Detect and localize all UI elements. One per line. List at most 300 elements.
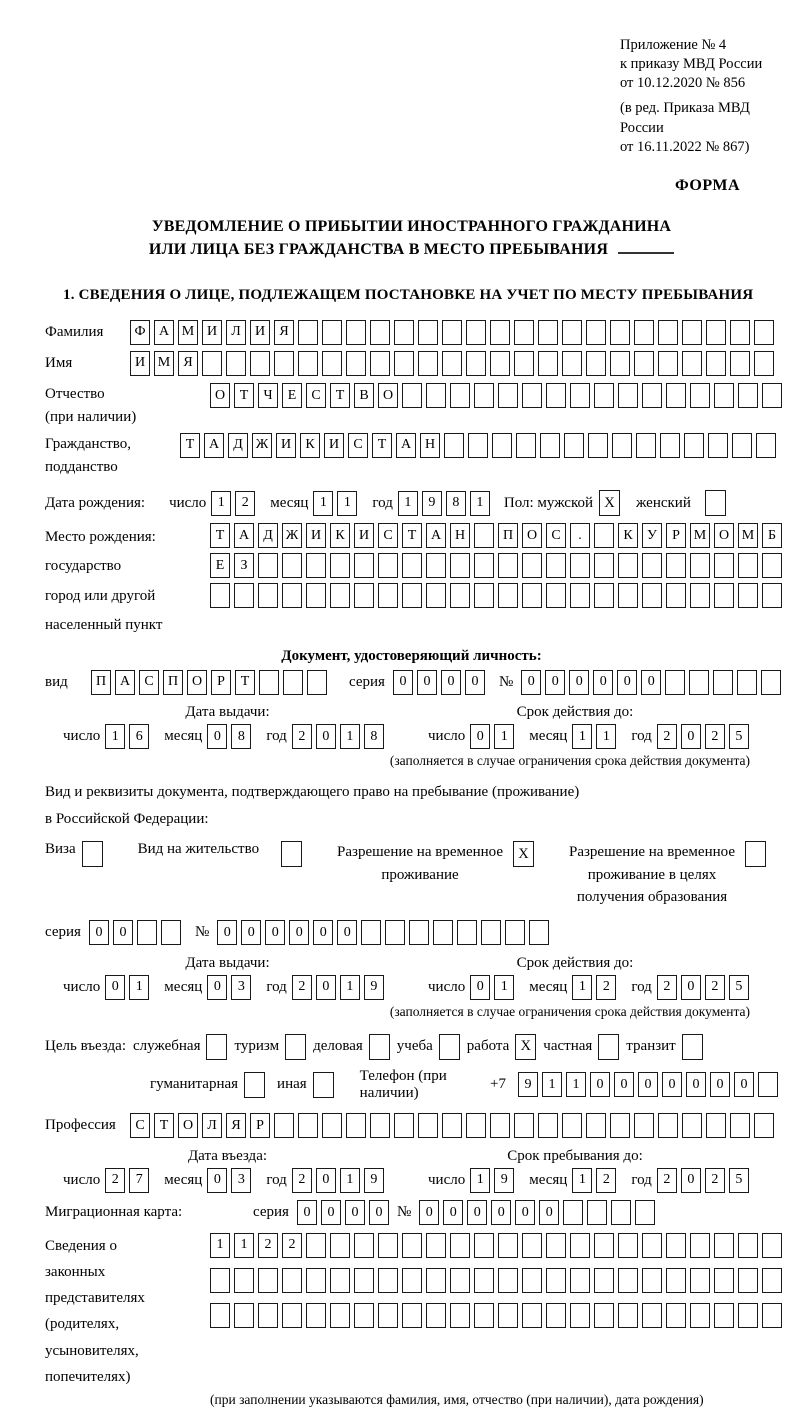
char-cell: Т [330, 383, 350, 408]
char-cell: Л [226, 320, 246, 345]
char-cell: 3 [231, 975, 251, 1000]
visit-purpose-row [45, 1034, 778, 1060]
char-cell: 1 [340, 975, 360, 1000]
citizenship-cells [180, 433, 776, 458]
char-cell: 0 [515, 1200, 535, 1225]
char-cell: 2 [258, 1233, 278, 1258]
doc-issue-date [63, 724, 428, 749]
char-cell [433, 920, 453, 945]
patronymic-label-line2: (при наличии) [45, 409, 137, 426]
purpose-study-checkbox [439, 1034, 460, 1060]
char-cell [762, 383, 782, 408]
char-cell [522, 553, 542, 578]
char-cell: 0 [207, 975, 227, 1000]
char-cell [546, 553, 566, 578]
doc-series-label: серия [349, 673, 385, 690]
char-cell: 1 [494, 975, 514, 1000]
char-cell: Т [154, 1113, 174, 1138]
sex-female-label: женский [636, 494, 691, 511]
char-cell: 0 [345, 1200, 365, 1225]
char-cell [402, 583, 422, 608]
patronymic-label [45, 383, 210, 430]
char-cell [666, 1233, 686, 1258]
char-cell [612, 433, 632, 458]
char-cell: 0 [217, 920, 237, 945]
char-cell: 0 [297, 1200, 317, 1225]
char-cell [234, 1303, 254, 1328]
char-cell [684, 433, 704, 458]
char-cell [730, 351, 750, 376]
residence-doc-intro-line2: в Российской Федерации: [45, 811, 209, 828]
char-cell [738, 1268, 758, 1293]
given-name-cells [130, 351, 774, 376]
char-cell [754, 320, 774, 345]
char-cell [594, 1303, 614, 1328]
char-cell: И [306, 523, 326, 548]
char-cell [562, 1113, 582, 1138]
char-cell [690, 1233, 710, 1258]
char-cell: Д [228, 433, 248, 458]
char-cell [258, 1268, 278, 1293]
char-cell [426, 1233, 446, 1258]
char-cell: 0 [681, 1168, 701, 1193]
char-cell [402, 1233, 422, 1258]
char-cell: 0 [417, 670, 437, 695]
phone-cells [518, 1072, 778, 1097]
char-cell: С [139, 670, 159, 695]
blank-underline [618, 240, 674, 254]
char-cell [730, 1113, 750, 1138]
char-cell: О [714, 523, 734, 548]
char-cell [562, 351, 582, 376]
char-cell [738, 383, 758, 408]
patronymic-label-line1: Отчество [45, 386, 105, 403]
char-cell [354, 1233, 374, 1258]
char-cell [298, 320, 318, 345]
char-cell [298, 351, 318, 376]
visa-checkbox [82, 841, 103, 867]
profession-cells [130, 1113, 774, 1138]
char-cell: М [738, 523, 758, 548]
day-label: число [428, 728, 466, 745]
char-cell [306, 583, 326, 608]
char-cell [426, 383, 446, 408]
purpose-humanitarian-checkbox [244, 1072, 265, 1098]
char-cell: 2 [596, 1168, 616, 1193]
doc-issue-day-cells [105, 724, 149, 749]
char-cell [594, 1233, 614, 1258]
char-cell: 2 [705, 975, 725, 1000]
char-cell: Б [762, 523, 782, 548]
char-cell: 0 [113, 920, 133, 945]
representatives-label-line3: представителях [45, 1290, 145, 1307]
char-cell: Т [234, 383, 254, 408]
char-cell: 1 [313, 491, 333, 516]
representatives-label-line1: Сведения о [45, 1237, 117, 1254]
char-cell [514, 1113, 534, 1138]
temp-residence-education-line2: проживание в целях [587, 866, 717, 883]
char-cell [642, 553, 662, 578]
char-cell [498, 383, 518, 408]
char-cell [658, 351, 678, 376]
representatives-label-line2: законных [45, 1263, 106, 1280]
representatives-label-line4: (родителях, [45, 1316, 120, 1333]
ref-amendment-line: от 16.11.2022 № 867) [620, 138, 750, 155]
char-cell: 1 [494, 724, 514, 749]
char-cell: 1 [572, 724, 592, 749]
char-cell: 0 [207, 1168, 227, 1193]
char-cell [402, 553, 422, 578]
char-cell [282, 583, 302, 608]
char-cell [546, 1303, 566, 1328]
birth-place-cells-row1 [210, 523, 782, 548]
char-cell [282, 1268, 302, 1293]
char-cell [570, 383, 590, 408]
phone-prefix: +7 [490, 1076, 506, 1093]
entry-date-heading: Дата въезда: [187, 1147, 268, 1164]
doc-issue-month-cells [207, 724, 251, 749]
char-cell: 1 [542, 1072, 562, 1097]
char-cell: Я [274, 320, 294, 345]
char-cell [738, 583, 758, 608]
char-cell: 0 [443, 1200, 463, 1225]
char-cell: 0 [105, 975, 125, 1000]
char-cell [570, 1233, 590, 1258]
char-cell: И [130, 351, 150, 376]
form-title-line1: УВЕДОМЛЕНИЕ О ПРИБЫТИИ ИНОСТРАННОГО ГРАЖДАНИНА [151, 217, 672, 235]
char-cell: 2 [105, 1168, 125, 1193]
representatives-cells-row2 [210, 1268, 782, 1293]
char-cell [250, 351, 270, 376]
char-cell [594, 523, 614, 548]
char-cell [529, 920, 549, 945]
residence-doc-options [45, 841, 778, 909]
permit-series-cells [89, 920, 181, 945]
char-cell [642, 383, 662, 408]
char-cell: 0 [441, 670, 461, 695]
representatives-cells-row3 [210, 1303, 782, 1328]
char-cell [522, 583, 542, 608]
char-cell [594, 583, 614, 608]
char-cell [492, 433, 512, 458]
patronymic-cells [210, 383, 782, 408]
char-cell: 9 [422, 491, 442, 516]
char-cell: С [130, 1113, 150, 1138]
char-cell [658, 320, 678, 345]
char-cell [658, 1113, 678, 1138]
birth-date-label: Дата рождения: [45, 494, 146, 511]
ref-line: Приложение № 4 [620, 37, 727, 53]
char-cell [618, 1233, 638, 1258]
char-cell [762, 1303, 782, 1328]
surname-cells [130, 320, 774, 345]
year-label: год [372, 494, 393, 511]
restriction-note: (заполняется в случае ограничения срока действия документа) [389, 753, 750, 769]
doc-series-cells [393, 670, 485, 695]
char-cell [758, 1072, 778, 1097]
purpose-business-label: деловая [313, 1038, 363, 1055]
char-cell [474, 383, 494, 408]
stay-until-heading: Срок пребывания до: [507, 1147, 643, 1164]
char-cell [522, 383, 542, 408]
char-cell: 0 [337, 920, 357, 945]
char-cell: 1 [234, 1233, 254, 1258]
char-cell: Е [210, 553, 230, 578]
char-cell [516, 433, 536, 458]
char-cell: 6 [129, 724, 149, 749]
char-cell: 0 [590, 1072, 610, 1097]
char-cell: М [154, 351, 174, 376]
char-cell [708, 433, 728, 458]
char-cell [378, 553, 398, 578]
char-cell: 8 [231, 724, 251, 749]
temp-residence-label-line2: проживание [381, 866, 459, 883]
form-title-line2: ИЛИ ЛИЦА БЕЗ ГРАЖДАНСТВА В МЕСТО ПРЕБЫВАНИЯ [148, 240, 609, 258]
char-cell [714, 583, 734, 608]
char-cell [587, 1200, 607, 1225]
char-cell: А [396, 433, 416, 458]
phone-label: Телефон (при наличии) [359, 1067, 447, 1101]
restriction-note: (заполняется в случае ограничения срока действия документа) [389, 1003, 750, 1019]
char-cell [442, 320, 462, 345]
year-label: год [631, 1171, 652, 1188]
ref-line: от 10.12.2020 № 856 [620, 75, 746, 92]
surname-label: Фамилия [45, 323, 104, 340]
char-cell [322, 320, 342, 345]
char-cell [394, 1113, 414, 1138]
char-cell [402, 1303, 422, 1328]
char-cell [636, 433, 656, 458]
day-label: число [428, 978, 466, 995]
char-cell [490, 1113, 510, 1138]
char-cell [418, 351, 438, 376]
char-cell [378, 1233, 398, 1258]
char-cell: Я [226, 1113, 246, 1138]
permit-valid-until-heading: Срок действия до: [516, 954, 634, 971]
char-cell: 0 [681, 975, 701, 1000]
char-cell [426, 553, 446, 578]
sex-male-label: Пол: мужской [503, 494, 594, 511]
char-cell [594, 553, 614, 578]
char-cell: 2 [292, 1168, 312, 1193]
char-cell [754, 1113, 774, 1138]
char-cell [730, 320, 750, 345]
char-cell [330, 1303, 350, 1328]
char-cell: 2 [705, 724, 725, 749]
char-cell [762, 583, 782, 608]
char-cell: О [178, 1113, 198, 1138]
char-cell [450, 583, 470, 608]
char-cell: А [204, 433, 224, 458]
birth-place-cells-row3 [210, 583, 782, 608]
char-cell [642, 1303, 662, 1328]
char-cell [258, 1303, 278, 1328]
permit-valid-until-date [428, 975, 749, 1000]
char-cell [538, 351, 558, 376]
year-label: год [266, 978, 287, 995]
char-cell [210, 583, 230, 608]
char-cell: 0 [316, 724, 336, 749]
year-label: год [631, 728, 652, 745]
char-cell: А [154, 320, 174, 345]
month-label: месяц [164, 1171, 203, 1188]
char-cell [402, 383, 422, 408]
char-cell [522, 1233, 542, 1258]
char-cell: 1 [398, 491, 418, 516]
char-cell [522, 1268, 542, 1293]
char-cell [540, 433, 560, 458]
char-cell [234, 583, 254, 608]
char-cell [714, 1303, 734, 1328]
char-cell: 0 [641, 670, 661, 695]
char-cell: 0 [419, 1200, 439, 1225]
char-cell [259, 670, 279, 695]
char-cell: Т [235, 670, 255, 695]
char-cell: Р [211, 670, 231, 695]
char-cell [666, 1303, 686, 1328]
char-cell [689, 670, 709, 695]
char-cell: Т [180, 433, 200, 458]
day-label: число [63, 978, 101, 995]
char-cell: И [354, 523, 374, 548]
purpose-transit-checkbox [682, 1034, 703, 1060]
char-cell [426, 1268, 446, 1293]
char-cell: Т [210, 523, 230, 548]
char-cell [570, 553, 590, 578]
char-cell [498, 1303, 518, 1328]
char-cell [442, 1113, 462, 1138]
doc-kind-label: вид [45, 673, 68, 690]
char-cell: Н [450, 523, 470, 548]
char-cell: 2 [596, 975, 616, 1000]
char-cell [546, 583, 566, 608]
char-cell: 2 [282, 1233, 302, 1258]
char-cell [161, 920, 181, 945]
char-cell: 9 [494, 1168, 514, 1193]
migration-number-label: № [396, 1204, 412, 1221]
char-cell [594, 383, 614, 408]
migration-series-label: серия [253, 1204, 289, 1221]
char-cell [490, 351, 510, 376]
char-cell [307, 670, 327, 695]
char-cell: 1 [572, 1168, 592, 1193]
permit-issue-month-cells [207, 975, 251, 1000]
char-cell [514, 351, 534, 376]
char-cell: М [690, 523, 710, 548]
permit-issue-date [63, 975, 428, 1000]
char-cell [378, 1268, 398, 1293]
char-cell [618, 1268, 638, 1293]
char-cell: Р [250, 1113, 270, 1138]
char-cell: 0 [265, 920, 285, 945]
birth-day-cells [211, 491, 255, 516]
char-cell [498, 1233, 518, 1258]
char-cell: Д [258, 523, 278, 548]
char-cell: 2 [235, 491, 255, 516]
migration-card-label: Миграционная карта: [45, 1204, 183, 1221]
char-cell [505, 920, 525, 945]
purpose-business-checkbox [369, 1034, 390, 1060]
char-cell: 9 [518, 1072, 538, 1097]
representatives-note: (при заполнении указываются фамилия, имя, отчество (при наличии), дата рождения) [210, 1392, 704, 1408]
char-cell: 0 [614, 1072, 634, 1097]
char-cell [444, 433, 464, 458]
temp-residence-label [337, 841, 503, 886]
temp-residence-education-checkbox [745, 841, 766, 867]
char-cell: 1 [210, 1233, 230, 1258]
char-cell: 2 [657, 1168, 677, 1193]
birth-place-label-line2: государство [45, 558, 122, 575]
char-cell: 2 [292, 724, 312, 749]
section1-heading: 1. СВЕДЕНИЯ О ЛИЦЕ, ПОДЛЕЖАЩЕМ ПОСТАНОВКЕ НА УЧЕТ ПО МЕСТУ ПРЕБЫВАНИЯ [63, 287, 754, 304]
char-cell [418, 1113, 438, 1138]
char-cell: 8 [446, 491, 466, 516]
char-cell [714, 1268, 734, 1293]
char-cell [450, 1303, 470, 1328]
doc-valid-year-cells [657, 724, 749, 749]
char-cell: . [570, 523, 590, 548]
char-cell [756, 433, 776, 458]
char-cell: 0 [617, 670, 637, 695]
char-cell [283, 670, 303, 695]
char-cell [354, 553, 374, 578]
char-cell [642, 1233, 662, 1258]
char-cell [666, 1268, 686, 1293]
char-cell [594, 1268, 614, 1293]
purpose-other-checkbox [313, 1072, 334, 1098]
char-cell [498, 583, 518, 608]
representatives-cells-row1 [210, 1233, 782, 1258]
char-cell [468, 433, 488, 458]
char-cell [634, 351, 654, 376]
char-cell: Ж [282, 523, 302, 548]
char-cell: О [210, 383, 230, 408]
doc-valid-until-date [428, 724, 749, 749]
char-cell [258, 583, 278, 608]
purpose-study-label: учеба [396, 1038, 433, 1055]
char-cell: 2 [657, 724, 677, 749]
char-cell [690, 553, 710, 578]
char-cell: 1 [211, 491, 231, 516]
char-cell [706, 320, 726, 345]
char-cell: 0 [369, 1200, 389, 1225]
residence-doc-intro-line1: Вид и реквизиты документа, подтверждающего право на пребывание (проживание) [45, 784, 580, 801]
char-cell [738, 1303, 758, 1328]
char-cell [732, 433, 752, 458]
char-cell: 1 [337, 491, 357, 516]
char-cell [761, 670, 781, 695]
char-cell [330, 1233, 350, 1258]
char-cell: И [250, 320, 270, 345]
char-cell: 0 [662, 1072, 682, 1097]
char-cell [562, 320, 582, 345]
char-cell [361, 920, 381, 945]
char-cell: И [276, 433, 296, 458]
purpose-tourism-label: туризм [234, 1038, 280, 1055]
char-cell [402, 1268, 422, 1293]
char-cell [706, 1113, 726, 1138]
char-cell: 0 [470, 975, 490, 1000]
char-cell: С [378, 523, 398, 548]
birth-place-label-line1: Место рождения: [45, 529, 156, 546]
char-cell [642, 583, 662, 608]
temp-residence-education-line3: получения образования [576, 889, 728, 906]
char-cell [426, 583, 446, 608]
char-cell [690, 1303, 710, 1328]
purpose-work-label: работа [466, 1038, 510, 1055]
residence-permit-checkbox [281, 841, 302, 867]
char-cell [546, 1268, 566, 1293]
